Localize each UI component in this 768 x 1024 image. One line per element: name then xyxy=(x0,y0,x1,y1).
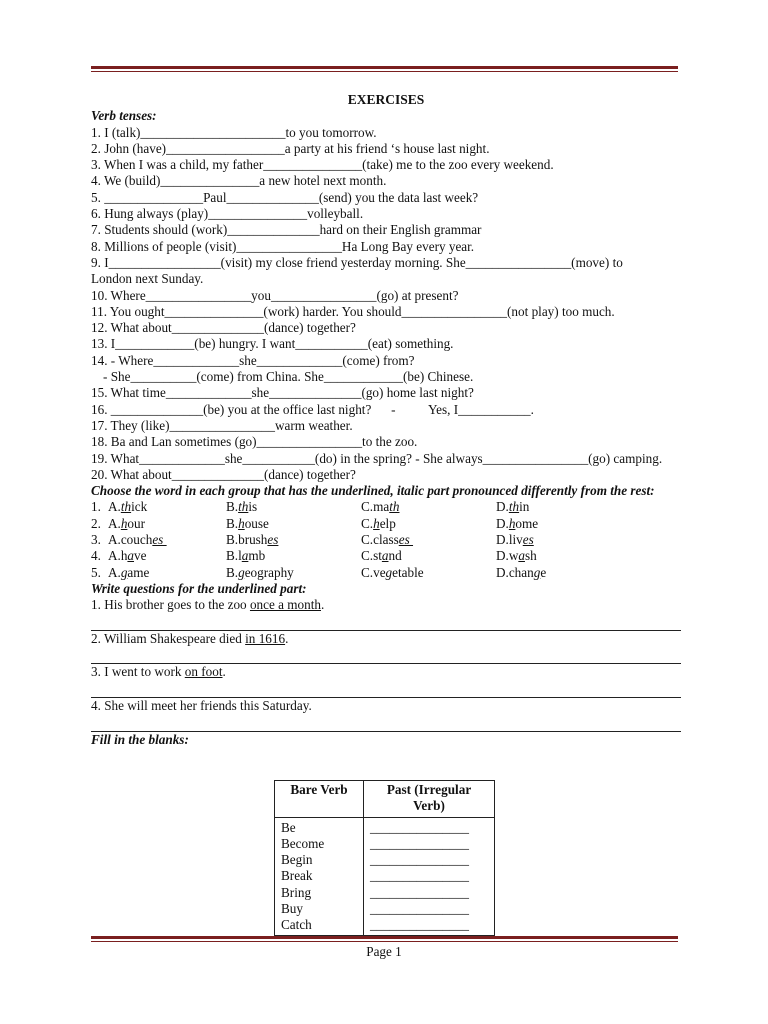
verb-table xyxy=(274,780,495,936)
underlined-part: a xyxy=(381,548,389,564)
pronunciation-row xyxy=(91,565,681,581)
word-prefix: liv xyxy=(508,532,523,548)
word-prefix: chan xyxy=(508,564,534,580)
option-letter: A. xyxy=(108,564,121,580)
blank-line: _______________ xyxy=(370,868,469,884)
option-letter: C. xyxy=(361,548,374,564)
blank-line: _______________ xyxy=(370,852,469,868)
underlined-part: a xyxy=(241,548,249,564)
option-d xyxy=(496,516,631,532)
option-d xyxy=(496,548,631,564)
option-letter: B. xyxy=(226,499,239,515)
exercise-line: 3. When I was a child, my father_______________(take) me to the zoo every weekend. xyxy=(91,157,554,173)
option-b xyxy=(226,532,361,548)
blank-line: _______________ xyxy=(370,901,469,917)
option-c xyxy=(361,499,496,515)
past-verb-column xyxy=(364,817,495,935)
exercise-line: 1. I (talk)______________________to you tomorrow. xyxy=(91,124,377,140)
pronunciation-row xyxy=(91,548,681,564)
option-a xyxy=(108,548,226,564)
word-suffix: ame xyxy=(127,564,150,580)
underlined-part: g xyxy=(533,564,541,580)
underlined-part: once a month xyxy=(249,597,321,613)
word-prefix: w xyxy=(508,548,519,564)
exercise-line: 20. What about______________(dance) together? xyxy=(91,466,356,482)
worksheet-content xyxy=(91,92,681,748)
past-verb-header: Past (Irregular Verb) xyxy=(364,781,495,818)
bare-verb: Begin xyxy=(281,852,313,868)
underlined-part: a xyxy=(127,548,135,564)
option-a xyxy=(108,516,226,532)
exercise-line: 5. _______________Paul______________(send) you the data last week? xyxy=(91,189,479,205)
question-end: . xyxy=(321,597,325,613)
word-prefix: h xyxy=(120,548,128,564)
underlined-part: es xyxy=(152,532,167,548)
exercise-line: 19. What_____________she___________(do) in the spring? - She always________________(go) camping. xyxy=(91,450,663,466)
exercise-line: 18. Ba and Lan sometimes (go)________________to the zoo. xyxy=(91,434,418,450)
bare-verb: Become xyxy=(281,835,325,851)
verb-tenses-list xyxy=(91,125,681,484)
underlined-part: h xyxy=(120,515,128,531)
word-suffix: mb xyxy=(248,548,266,564)
bare-verb-column xyxy=(275,817,364,935)
question-end: . xyxy=(285,630,289,646)
option-letter: C. xyxy=(361,564,374,580)
question-line xyxy=(91,631,681,647)
exercise-line: 7. Students should (work)______________hard on their English grammar xyxy=(91,222,482,238)
answer-line xyxy=(91,714,681,731)
page-number: Page 1 xyxy=(366,944,402,959)
pronunciation-heading: Choose the word in each group that has the underlined, italic part pronounced differently from the rest: xyxy=(91,483,655,499)
pronunciation-row xyxy=(91,516,681,532)
option-letter: A. xyxy=(108,548,121,564)
question-line xyxy=(91,698,681,714)
exercise-line: 6. Hung always (play)_______________volleyball. xyxy=(91,206,364,222)
underlined-part: es xyxy=(522,532,534,548)
underlined-part: th xyxy=(508,499,520,515)
option-b xyxy=(226,499,361,515)
option-a xyxy=(108,532,226,548)
option-letter: D. xyxy=(496,532,509,548)
word-prefix: l xyxy=(238,548,242,564)
question-end: . xyxy=(222,664,226,680)
bare-verb: Be xyxy=(281,819,296,835)
word-prefix: ve xyxy=(373,564,386,580)
top-border-rule xyxy=(91,66,678,72)
question-text: 4. She will meet her friends this Saturday xyxy=(91,697,309,713)
question-text: 1. His brother goes to the zoo xyxy=(91,597,250,613)
underlined-part: in 1616 xyxy=(245,630,286,646)
underlined-part: g xyxy=(385,564,393,580)
exercise-line: 12. What about______________(dance) together? xyxy=(91,320,356,336)
blank-line: _______________ xyxy=(370,884,469,900)
option-letter: B. xyxy=(226,548,239,564)
rule-thin xyxy=(91,941,678,942)
page-title: EXERCISES xyxy=(347,92,425,107)
word-prefix: ma xyxy=(373,499,390,515)
option-letter: A. xyxy=(108,532,121,548)
option-letter: D. xyxy=(496,515,509,531)
exercise-line: 8. Millions of people (visit)________________Ha Long Bay every year. xyxy=(91,238,475,254)
fill-heading: Fill in the blanks: xyxy=(91,731,189,747)
word-suffix: ouse xyxy=(244,515,269,531)
underlined-part: on foot xyxy=(184,664,223,680)
bare-verb-header: Bare Verb xyxy=(275,781,364,818)
word-suffix: e xyxy=(540,564,547,580)
exercise-line: 14. - Where_____________she_____________(come) from? xyxy=(91,352,415,368)
word-suffix: ve xyxy=(134,548,147,564)
word-suffix: sh xyxy=(524,548,537,564)
row-number: 5. xyxy=(91,564,101,580)
underlined-part: h xyxy=(508,515,516,531)
row-number: 2. xyxy=(91,515,101,531)
blank-line: _______________ xyxy=(370,835,469,851)
word-suffix: elp xyxy=(379,515,396,531)
word-suffix: our xyxy=(127,515,146,531)
verb-table-body xyxy=(275,817,495,935)
option-a xyxy=(108,499,226,515)
underlined-part: th xyxy=(389,499,400,515)
word-suffix: ick xyxy=(131,499,148,515)
answer-line xyxy=(91,681,681,698)
row-number: 3. xyxy=(91,532,101,548)
exercise-line: London next Sunday. xyxy=(91,271,204,287)
pronunciation-list xyxy=(91,499,681,580)
exercise-line: 11. You ought_______________(work) harder. You should________________(not play) too much. xyxy=(91,303,615,319)
option-c xyxy=(361,548,496,564)
exercise-line: 16. ______________(be) you at the office last night? - Yes, I___________. xyxy=(91,401,534,417)
option-letter: D. xyxy=(496,499,509,515)
question-end: . xyxy=(308,697,312,713)
option-d xyxy=(496,499,631,515)
option-c xyxy=(361,565,496,581)
word-prefix: couch xyxy=(120,532,153,548)
questions-heading: Write questions for the underlined part: xyxy=(91,580,307,596)
option-letter: B. xyxy=(226,564,239,580)
option-letter: B. xyxy=(226,515,239,531)
option-letter: D. xyxy=(496,548,509,564)
option-a xyxy=(108,565,226,581)
option-letter: B. xyxy=(226,532,239,548)
exercise-line: 15. What time_____________she______________(go) home last night? xyxy=(91,385,474,401)
underlined-part: es xyxy=(398,532,414,548)
underlined-part: h xyxy=(373,515,380,531)
option-c xyxy=(361,516,496,532)
exercise-line: - She__________(come) from China. She____________(be) Chinese. xyxy=(103,369,474,385)
rule-thin xyxy=(91,71,678,72)
question-text: 2. William Shakespeare died xyxy=(91,630,246,646)
question-text: 3. I went to work xyxy=(91,664,185,680)
exercise-line: 9. I_________________(visit) my close friend yesterday morning. She________________(move) to xyxy=(91,254,623,270)
underlined-part: th xyxy=(120,499,132,515)
underlined-part: g xyxy=(238,564,245,580)
option-b xyxy=(226,548,361,564)
row-number: 4. xyxy=(91,548,101,564)
option-c xyxy=(361,532,496,548)
word-prefix: brush xyxy=(238,532,268,548)
bare-verb: Bring xyxy=(281,884,312,900)
question-line xyxy=(91,597,681,613)
word-suffix: in xyxy=(519,499,530,515)
underlined-part: g xyxy=(120,564,128,580)
bottom-border-rule xyxy=(91,936,678,942)
option-letter: C. xyxy=(361,532,374,548)
pronunciation-row xyxy=(91,532,681,548)
option-letter: D. xyxy=(496,564,509,580)
bare-verb: Buy xyxy=(281,901,303,917)
word-prefix: class xyxy=(373,532,399,548)
option-letter: C. xyxy=(361,515,374,531)
verb-table-header xyxy=(275,781,495,818)
exercise-line: 4. We (build)_______________a new hotel next month. xyxy=(91,173,387,189)
exercise-line: 2. John (have)__________________a party at his friend ‘s house last night. xyxy=(91,140,490,156)
pronunciation-row xyxy=(91,499,681,515)
underlined-part: h xyxy=(238,515,245,531)
option-b xyxy=(226,516,361,532)
blank-line: _______________ xyxy=(370,917,469,933)
option-letter: A. xyxy=(108,499,121,515)
option-letter: C. xyxy=(361,499,374,515)
word-prefix: st xyxy=(373,548,382,564)
questions-list xyxy=(91,597,681,731)
option-d xyxy=(496,565,631,581)
option-d xyxy=(496,532,631,548)
row-number: 1. xyxy=(91,499,101,515)
verb-tenses-heading: Verb tenses: xyxy=(91,108,157,124)
answer-line xyxy=(91,647,681,664)
rule-thick xyxy=(91,66,678,69)
underlined-part: es xyxy=(267,532,279,548)
blank-line: _______________ xyxy=(370,819,469,835)
bare-verb: Break xyxy=(281,868,313,884)
option-letter: A. xyxy=(108,515,121,531)
underlined-part: th xyxy=(238,499,249,515)
question-line xyxy=(91,664,681,680)
exercise-line: 17. They (like)________________warm weather. xyxy=(91,417,353,433)
bare-verb: Catch xyxy=(281,917,312,933)
word-suffix: ome xyxy=(515,515,539,531)
option-b xyxy=(226,565,361,581)
word-suffix: eography xyxy=(244,564,294,580)
exercise-line: 10. Where________________you________________(go) at present? xyxy=(91,287,459,303)
word-suffix: is xyxy=(248,499,258,515)
word-suffix: nd xyxy=(388,548,402,564)
underlined-part: a xyxy=(518,548,525,564)
word-suffix: etable xyxy=(392,564,424,580)
rule-thick xyxy=(91,936,678,939)
answer-line xyxy=(91,614,681,631)
exercise-line: 13. I____________(be) hungry. I want___________(eat) something. xyxy=(91,336,454,352)
